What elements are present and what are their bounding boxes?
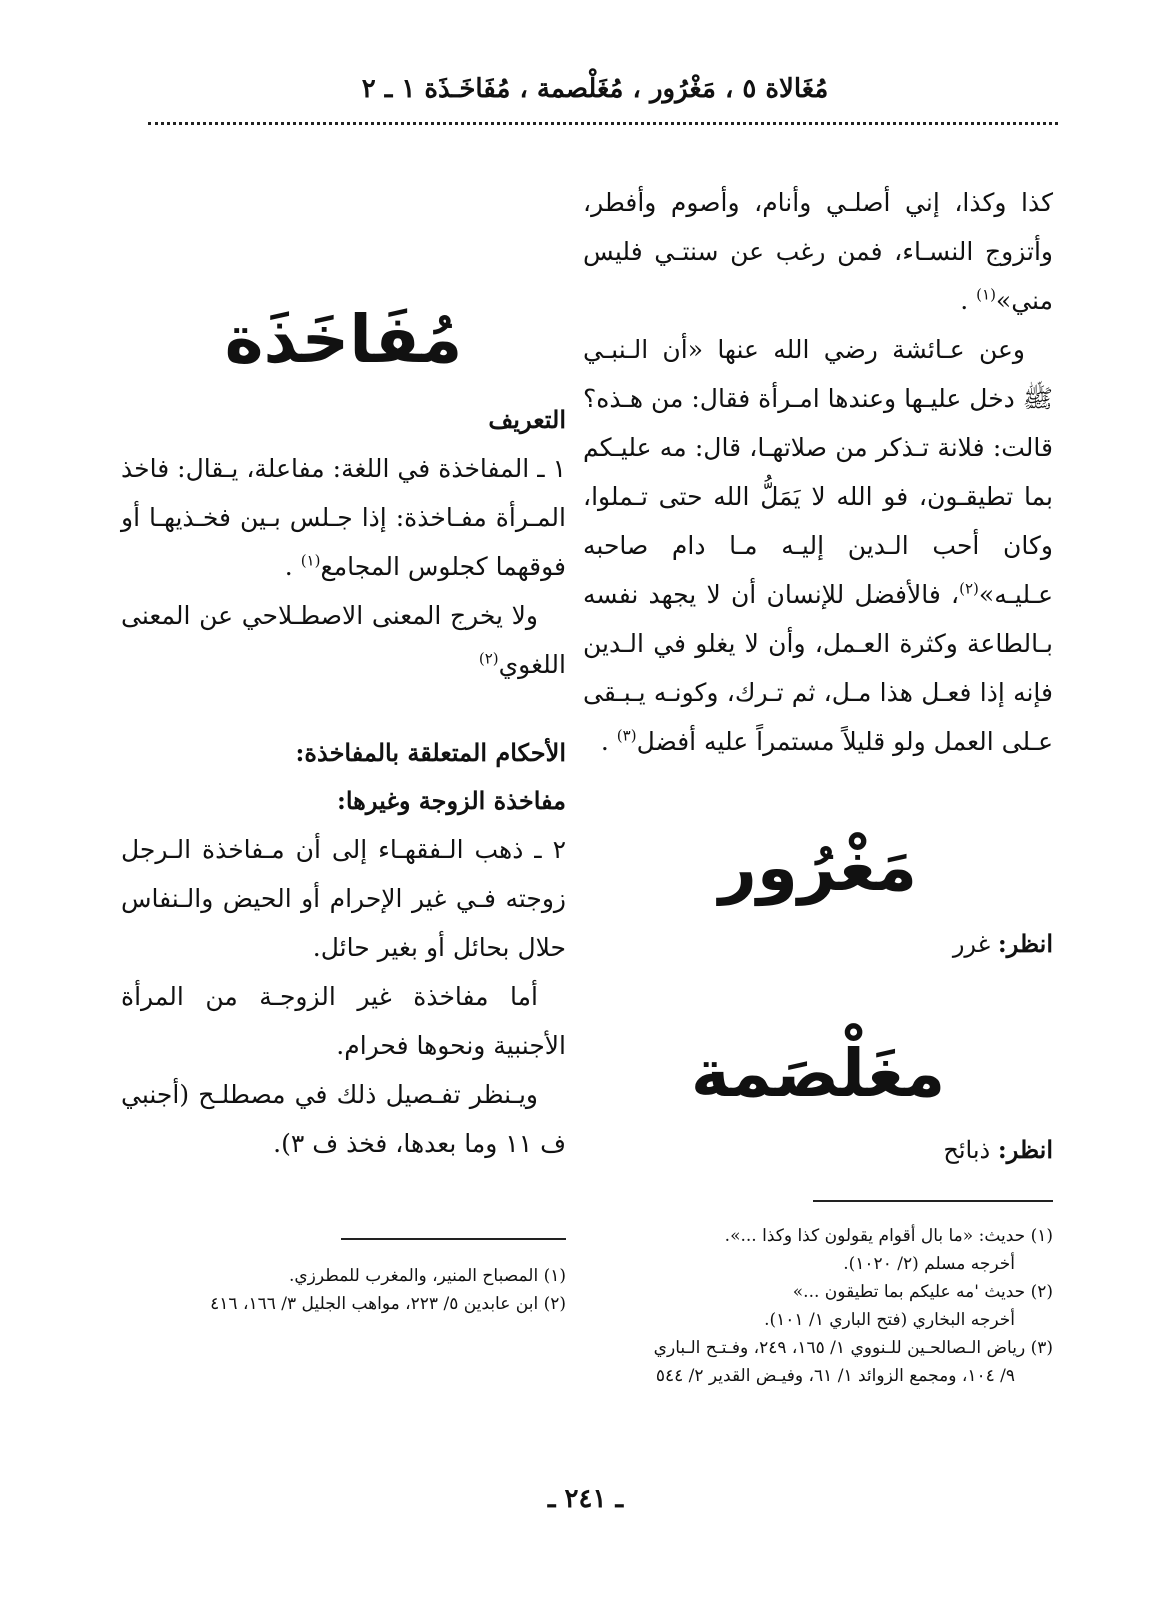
paragraph-forbidden: أما مفاخذة غير الزوجـة من المرأة الأجنبية ونحوها فحرام. <box>121 982 566 1060</box>
footnote: (٢) ابن عابدين ٥/ ٢٢٣، مواهب الجليل ٣/ ١٦٦، ٤١٦ <box>210 1294 566 1314</box>
paragraph-ruling: ٢ ـ ذهب الـفقهـاء إلى أن مـفاخذة الـرجل زوجته فـي غير الإحرام أو الحيض والـنفاس حلال بحائل أو بغير حائل. <box>121 835 566 962</box>
paragraph-aisha-hadith: وعن عـائشة رضي الله عنها «أن الـنبـي ﷺ دخل عليـها وعندها امـرأة فقال: من هـذه؟ قالت: فلانة تـذكر من صلاتهـا، قال: مه عليـكم بما تطيقـون، فو الله لا يَمَلُّ الله حتى تـملوا، وكان أحب الـدين إليـه مـا دام صاحبه عـليـه»$^{(٢)}$، فالأفضل للإنسان أن لا يجهد نفسه بـالطاعة وكثرة العـمل، وأن لا يغلو في الـدين فإنه إذا فعـل هذا مـل، ثم تـرك، وكونـه يـبـقى عـلى العمل ولو قليلاً مستمراً عليه أفضل$^{(٣)}$ . <box>583 335 1053 756</box>
paragraph-see-also: ويـنظر تفـصيل ذلك في مصطلـح (أجنبي ف ١١ وما بعدها، فخذ ف ٣). <box>121 1080 566 1158</box>
footnote-ref: (٢) <box>959 579 979 598</box>
header-dotted-rule <box>148 122 1058 125</box>
paragraph-hadith-end: كذا وكذا، إني أصلـي وأنام، وأصوم وأفطر، وأتزوج النسـاء، فمن رغب عن سنتـي فليس مني»$^{(١)}$ . <box>583 188 1053 315</box>
footnote: أخرجه البخاري (فتح الباري ١/ ١٠١). <box>764 1310 1015 1330</box>
entry-title-mughalsama: مغَلْصَمة <box>690 1035 946 1112</box>
entry-title-mufakhadha: مُفَاخَذَة <box>224 301 463 378</box>
running-head: مُغَالاة ٥ ، مَغْرُور ، مُغَلْصمة ، مُفَاخَـذَة ١ ـ ٢ <box>361 74 829 104</box>
footnote: (١) حديث: «ما بال أقوام يقولون كذا وكذا ...». <box>724 1226 1053 1246</box>
cross-reference-maghrur: انظر: غرر <box>952 929 1053 958</box>
paragraph-definition: ١ ـ المفاخذة في اللغة: مفاعلة، يـقال: فاخذ المـرأة مفـاخذة: إذا جـلس بـين فخـذيهـا أو فوقهما كجلوس المجامع$^{(١)}$ . <box>121 454 566 581</box>
footnote: (٣) رياض الـصالحـين للـنووي ١/ ١٦٥، ٢٤٩، وفـتـح الـباري <box>653 1338 1053 1358</box>
footnote: أخرجه مسلم (٢/ ١٠٢٠). <box>843 1254 1015 1274</box>
cross-reference-mughalsama: انظر: ذبائح <box>943 1135 1053 1164</box>
footnote-ref: (١) <box>300 551 321 570</box>
footnote-ref: (١) <box>976 285 996 304</box>
footnote-ref: (٢) <box>478 649 499 668</box>
entry-title-maghrur: مَغْرُور <box>718 829 918 906</box>
page-number: ـ ٢٤١ ـ <box>547 1484 624 1514</box>
left-column <box>121 300 566 1318</box>
section-heading-rulings: الأحكام المتعلقة بالمفاخذة: <box>295 738 566 767</box>
footnote: ٩/ ١٠٤، ومجمع الزوائد ١/ ٦١، وفيـض القدير ٢/ ٥٤٤ <box>655 1366 1015 1386</box>
right-column <box>583 178 1053 1390</box>
footnote: (٢) حديث 'مه عليكم بما تطيقون ...» <box>792 1282 1053 1302</box>
footnote: (١) المصباح المنير، والمغرب للمطرزي. <box>288 1266 566 1286</box>
section-heading-definition: التعريف <box>488 405 566 434</box>
sub-heading-wife: مفاخذة الزوجة وغيرها: <box>337 786 566 815</box>
paragraph-technical-meaning: ولا يخرج المعنى الاصطـلاحي عن المعنى اللغوي$^{(٢)}$ <box>121 601 566 679</box>
footnote-ref: (٣) <box>616 726 637 745</box>
